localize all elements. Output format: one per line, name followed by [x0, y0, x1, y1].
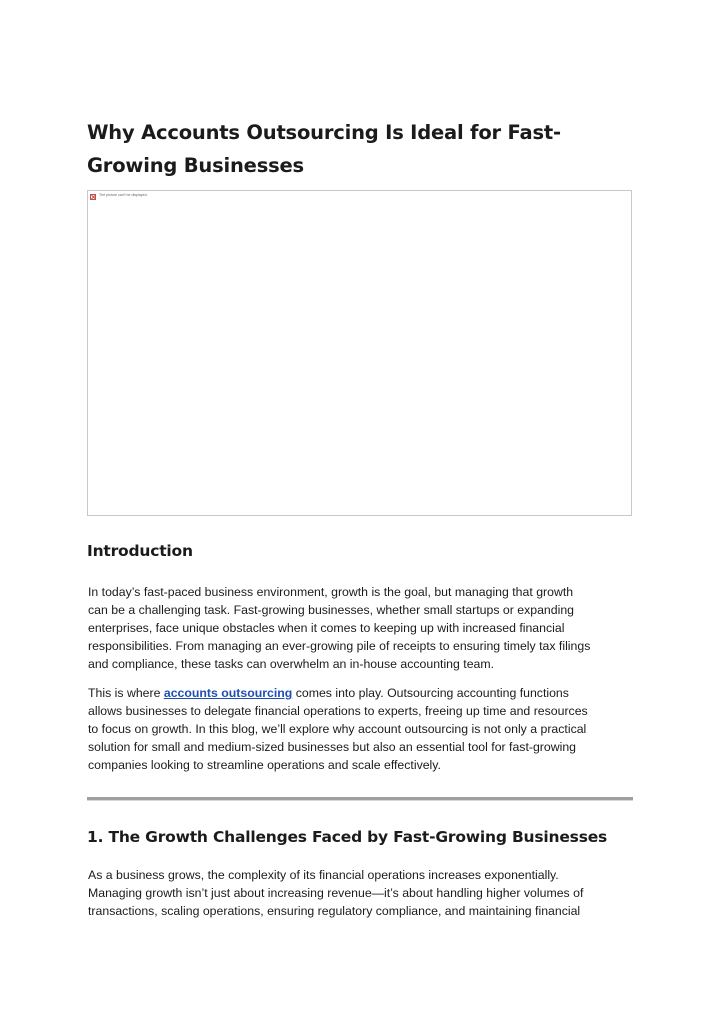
- section-divider: [87, 797, 633, 801]
- text-line: [88, 684, 648, 702]
- intro-paragraph-1: [88, 583, 648, 673]
- broken-image-placeholder: [87, 190, 632, 516]
- text-line: to focus on growth. In this blog, we’ll explore why account outsourcing is not only a practical: [88, 722, 587, 736]
- text-line: companies looking to streamline operations and scale effectively.: [88, 758, 441, 772]
- text-line: enterprises, face unique obstacles when it comes to keeping up with increased financial: [88, 621, 565, 635]
- text-line: Managing growth isn’t just about increasing revenue—it’s about handling higher volumes of: [88, 886, 584, 900]
- introduction-heading: Introduction: [87, 542, 193, 560]
- section-1-heading: 1. The Growth Challenges Faced by Fast-Growing Businesses: [87, 828, 608, 846]
- text-line: responsibilities. From managing an ever-growing pile of receipts to ensuring timely tax filings: [88, 639, 591, 653]
- article-title: Why Accounts Outsourcing Is Ideal for Fast-Growing Businesses: [87, 121, 561, 177]
- text-fragment: This is where: [88, 686, 164, 700]
- text-line: solution for small and medium-sized businesses but also an essential tool for fast-growing: [88, 740, 577, 754]
- intro-paragraph-2: [88, 684, 648, 774]
- broken-image-text: The picture can't be displayed.: [99, 193, 148, 197]
- text-line: and compliance, these tasks can overwhelm an in-house accounting team.: [88, 657, 495, 671]
- text-line: In today’s fast-paced business environment, growth is the goal, but managing that growth: [88, 585, 574, 599]
- text-line: transactions, scaling operations, ensuring regulatory compliance, and maintaining financial: [88, 904, 581, 918]
- broken-image-icon: [90, 194, 96, 200]
- text-line: As a business grows, the complexity of its financial operations increases exponentially.: [88, 868, 559, 882]
- accounts-outsourcing-link[interactable]: accounts outsourcing: [163, 686, 293, 700]
- section-1-paragraph: [88, 866, 648, 920]
- text-line: allows businesses to delegate financial operations to experts, freeing up time and resources: [88, 704, 588, 718]
- text-line: can be a challenging task. Fast-growing businesses, whether small startups or expanding: [88, 603, 574, 617]
- text-fragment: comes into play. Outsourcing accounting functions: [292, 686, 569, 700]
